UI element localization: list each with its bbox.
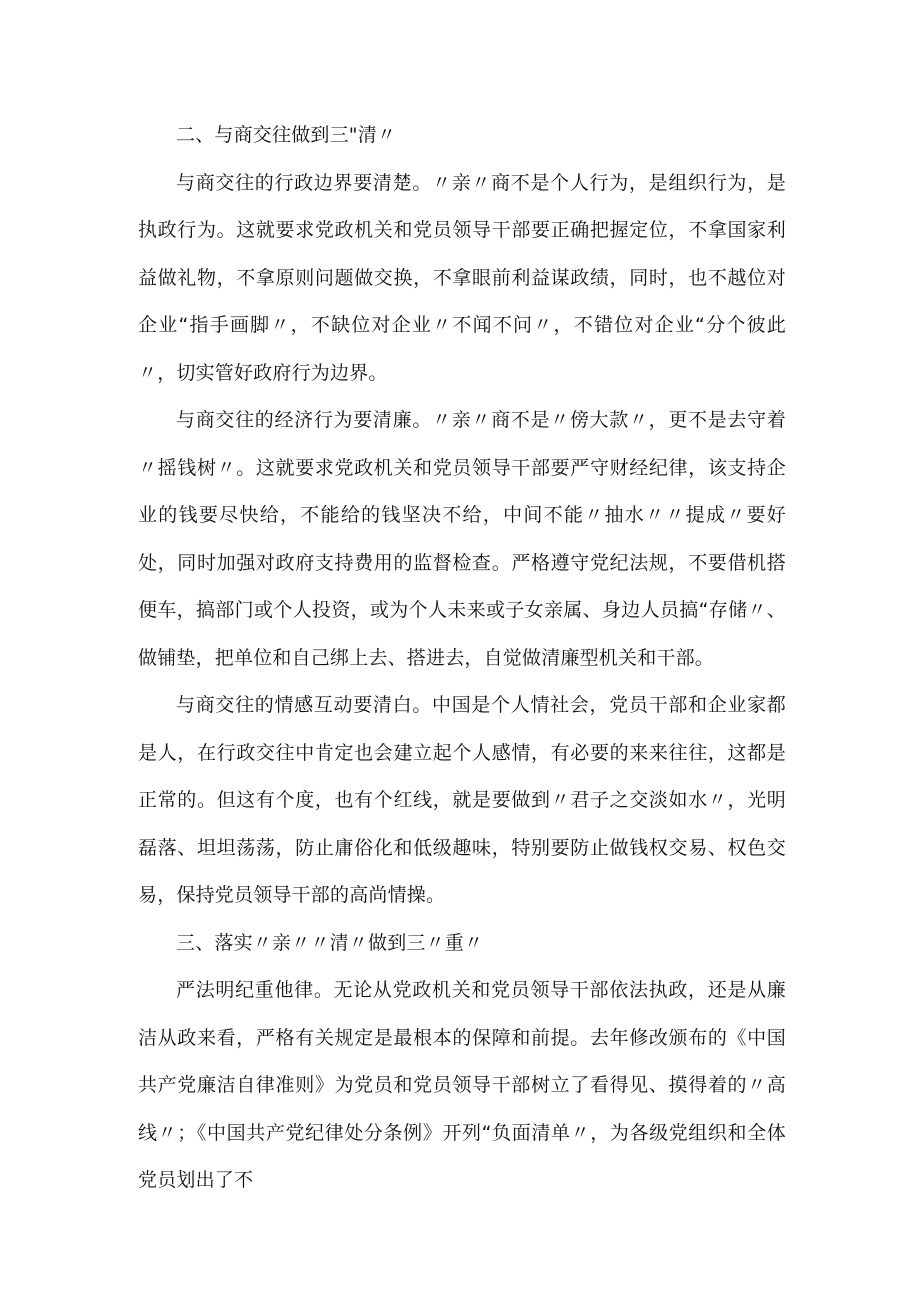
paragraph-strict-discipline: 严法明纪重他律。无论从党政机关和党员领导干部依法执政，还是从廉洁从政来看，严格有关规定是最根本的保障和前提。去年修改颁布的《中国共产党廉洁自律准则》为党员和党员领导干部树立了看得见、摸得着的〃高线〃；《中国共产党纪律处分条例》开列“负面清单〃，为各级党组织和全体党员划出了不 bbox=[138, 979, 786, 1191]
section-heading-two: 二、与商交往做到三"清〃 bbox=[176, 124, 397, 146]
section-heading-three: 三、落实〃亲〃〃清〃做到三〃重〃 bbox=[176, 931, 484, 954]
paragraph-administrative-boundary: 与商交往的行政边界要清楚。〃亲〃商不是个人行为，是组织行为，是执政行为。这就要求党政机关和党员领导干部要正确把握定位，不拿国家利益做礼物，不拿原则问题做交换，不拿眼前利益谋政绩，同时，也不越位对企业“指手画脚〃，不缺位对企业〃不闻不问〃，不错位对企业“分个彼此〃，切实管好政府行为边界。 bbox=[138, 171, 786, 384]
document-body bbox=[138, 112, 786, 1205]
paragraph-economic-conduct: 与商交往的经济行为要清廉。〃亲〃商不是〃傍大款〃，更不是去守着〃摇钱树〃。这就要求党政机关和党员领导干部要严守财经纪律，该支持企业的钱要尽快给，不能给的钱坚决不给，中间不能〃抽水〃〃提成〃要好处，同时加强对政府支持费用的监督检查。严格遵守党纪法规，不要借机搭便车，搞部门或个人投资，或为个人未来或子女亲属、身边人员搞“存储〃、做铺垫，把单位和自己绑上去、搭进去，自觉做清廉型机关和干部。 bbox=[138, 409, 786, 669]
paragraph-emotional-interaction: 与商交往的情感互动要清白。中国是个人情社会，党员干部和企业家都是人，在行政交往中肯定也会建立起个人感情，有必要的来来往往，这都是正常的。但这有个度，也有个红线，就是要做到〃君子之交淡如水〃，光明磊落、坦坦荡荡，防止庸俗化和低级趣味，特别要防止做钱权交易、权色交易，保持党员领导干部的高尚情操。 bbox=[138, 694, 786, 906]
